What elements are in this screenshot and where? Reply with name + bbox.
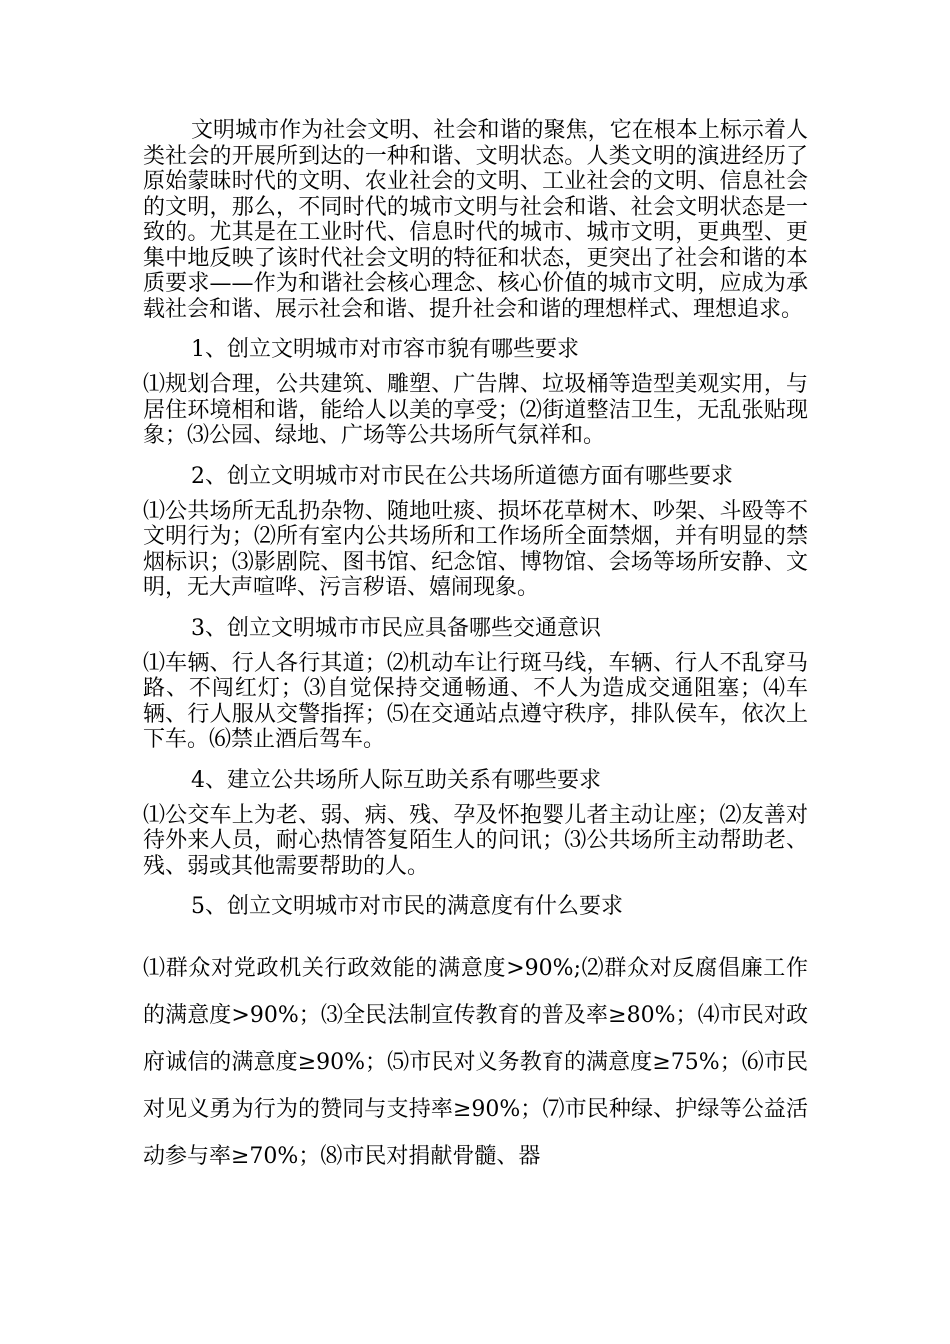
section-heading-1: 1、创立文明城市对市容市貌有哪些要求 bbox=[191, 337, 579, 362]
section-heading-5: 5、创立文明城市对市民的满意度有什么要求 bbox=[191, 894, 623, 919]
section-body-5: ⑴群众对党政机关行政效能的满意度>90%;⑵群众对反腐倡廉工作的满意度>90%；⑶全民法制宣传教育的普及率≥80%；⑷市民对政府诚信的满意度≥90%；⑸市民对义务教育的满意度≥75%；⑹市民对见义勇为行为的赞同与支持率≥90%；⑺市民种绿、护绿等公益活动参与率≥70%；⑻市民对捐献骨髓、器 bbox=[143, 956, 808, 1169]
section-body-1: ⑴规划合理，公共建筑、雕塑、广告牌、垃圾桶等造型美观实用，与居住环境相和谐，能给人以美的享受；⑵街道整洁卫生，无乱张贴现象；⑶公园、绿地、广场等公共场所气氛祥和。 bbox=[143, 372, 808, 448]
section-body-2: ⑴公共场所无乱扔杂物、随地吐痰、损坏花草树木、吵架、斗殴等不文明行为；⑵所有室内公共场所和工作场所全面禁烟，并有明显的禁烟标识；⑶影剧院、图书馆、纪念馆、博物馆、会场等场所安静、文明，无大声喧哗、污言秽语、嬉闹现象。 bbox=[143, 498, 808, 600]
section-heading-4: 4、建立公共场所人际互助关系有哪些要求 bbox=[191, 767, 601, 793]
section-heading-3: 3、创立文明城市市民应具备哪些交通意识 bbox=[191, 615, 601, 641]
document-body bbox=[143, 118, 808, 1180]
intro-paragraph: 文明城市作为社会文明、社会和谐的聚焦，它在根本上标示着人类社会的开展所到达的一种和谐、文明状态。人类文明的演进经历了原始蒙昧时代的文明、农业社会的文明、工业社会的文明、信息社会的文明，那么，不同时代的城市文明与社会和谐、社会文明状态是一致的。尤其是在工业时代、信息时代的城市、城市文明，更典型、更集中地反映了该时代社会文明的特征和状态，更突出了社会和谐的本质要求——作为和谐社会核心理念、核心价值的城市文明，应成为承载社会和谐、展示社会和谐、提升社会和谐的理想样式、理想追求。 bbox=[143, 118, 808, 322]
section-heading-2: 2、创立文明城市对市民在公共场所道德方面有哪些要求 bbox=[191, 463, 733, 489]
section-body-4: ⑴公交车上为老、弱、病、残、孕及怀抱婴儿者主动让座；⑵友善对待外来人员，耐心热情答复陌生人的问讯；⑶公共场所主动帮助老、残、弱或其他需要帮助的人。 bbox=[143, 802, 808, 879]
section-body-3: ⑴车辆、行人各行其道；⑵机动车让行斑马线，车辆、行人不乱穿马路、不闯红灯；⑶自觉保持交通畅通、不人为造成交通阻塞；⑷车辆、行人服从交警指挥；⑸在交通站点遵守秩序，排队侯车，依次上下车。⑹禁止酒后驾车。 bbox=[143, 650, 808, 752]
